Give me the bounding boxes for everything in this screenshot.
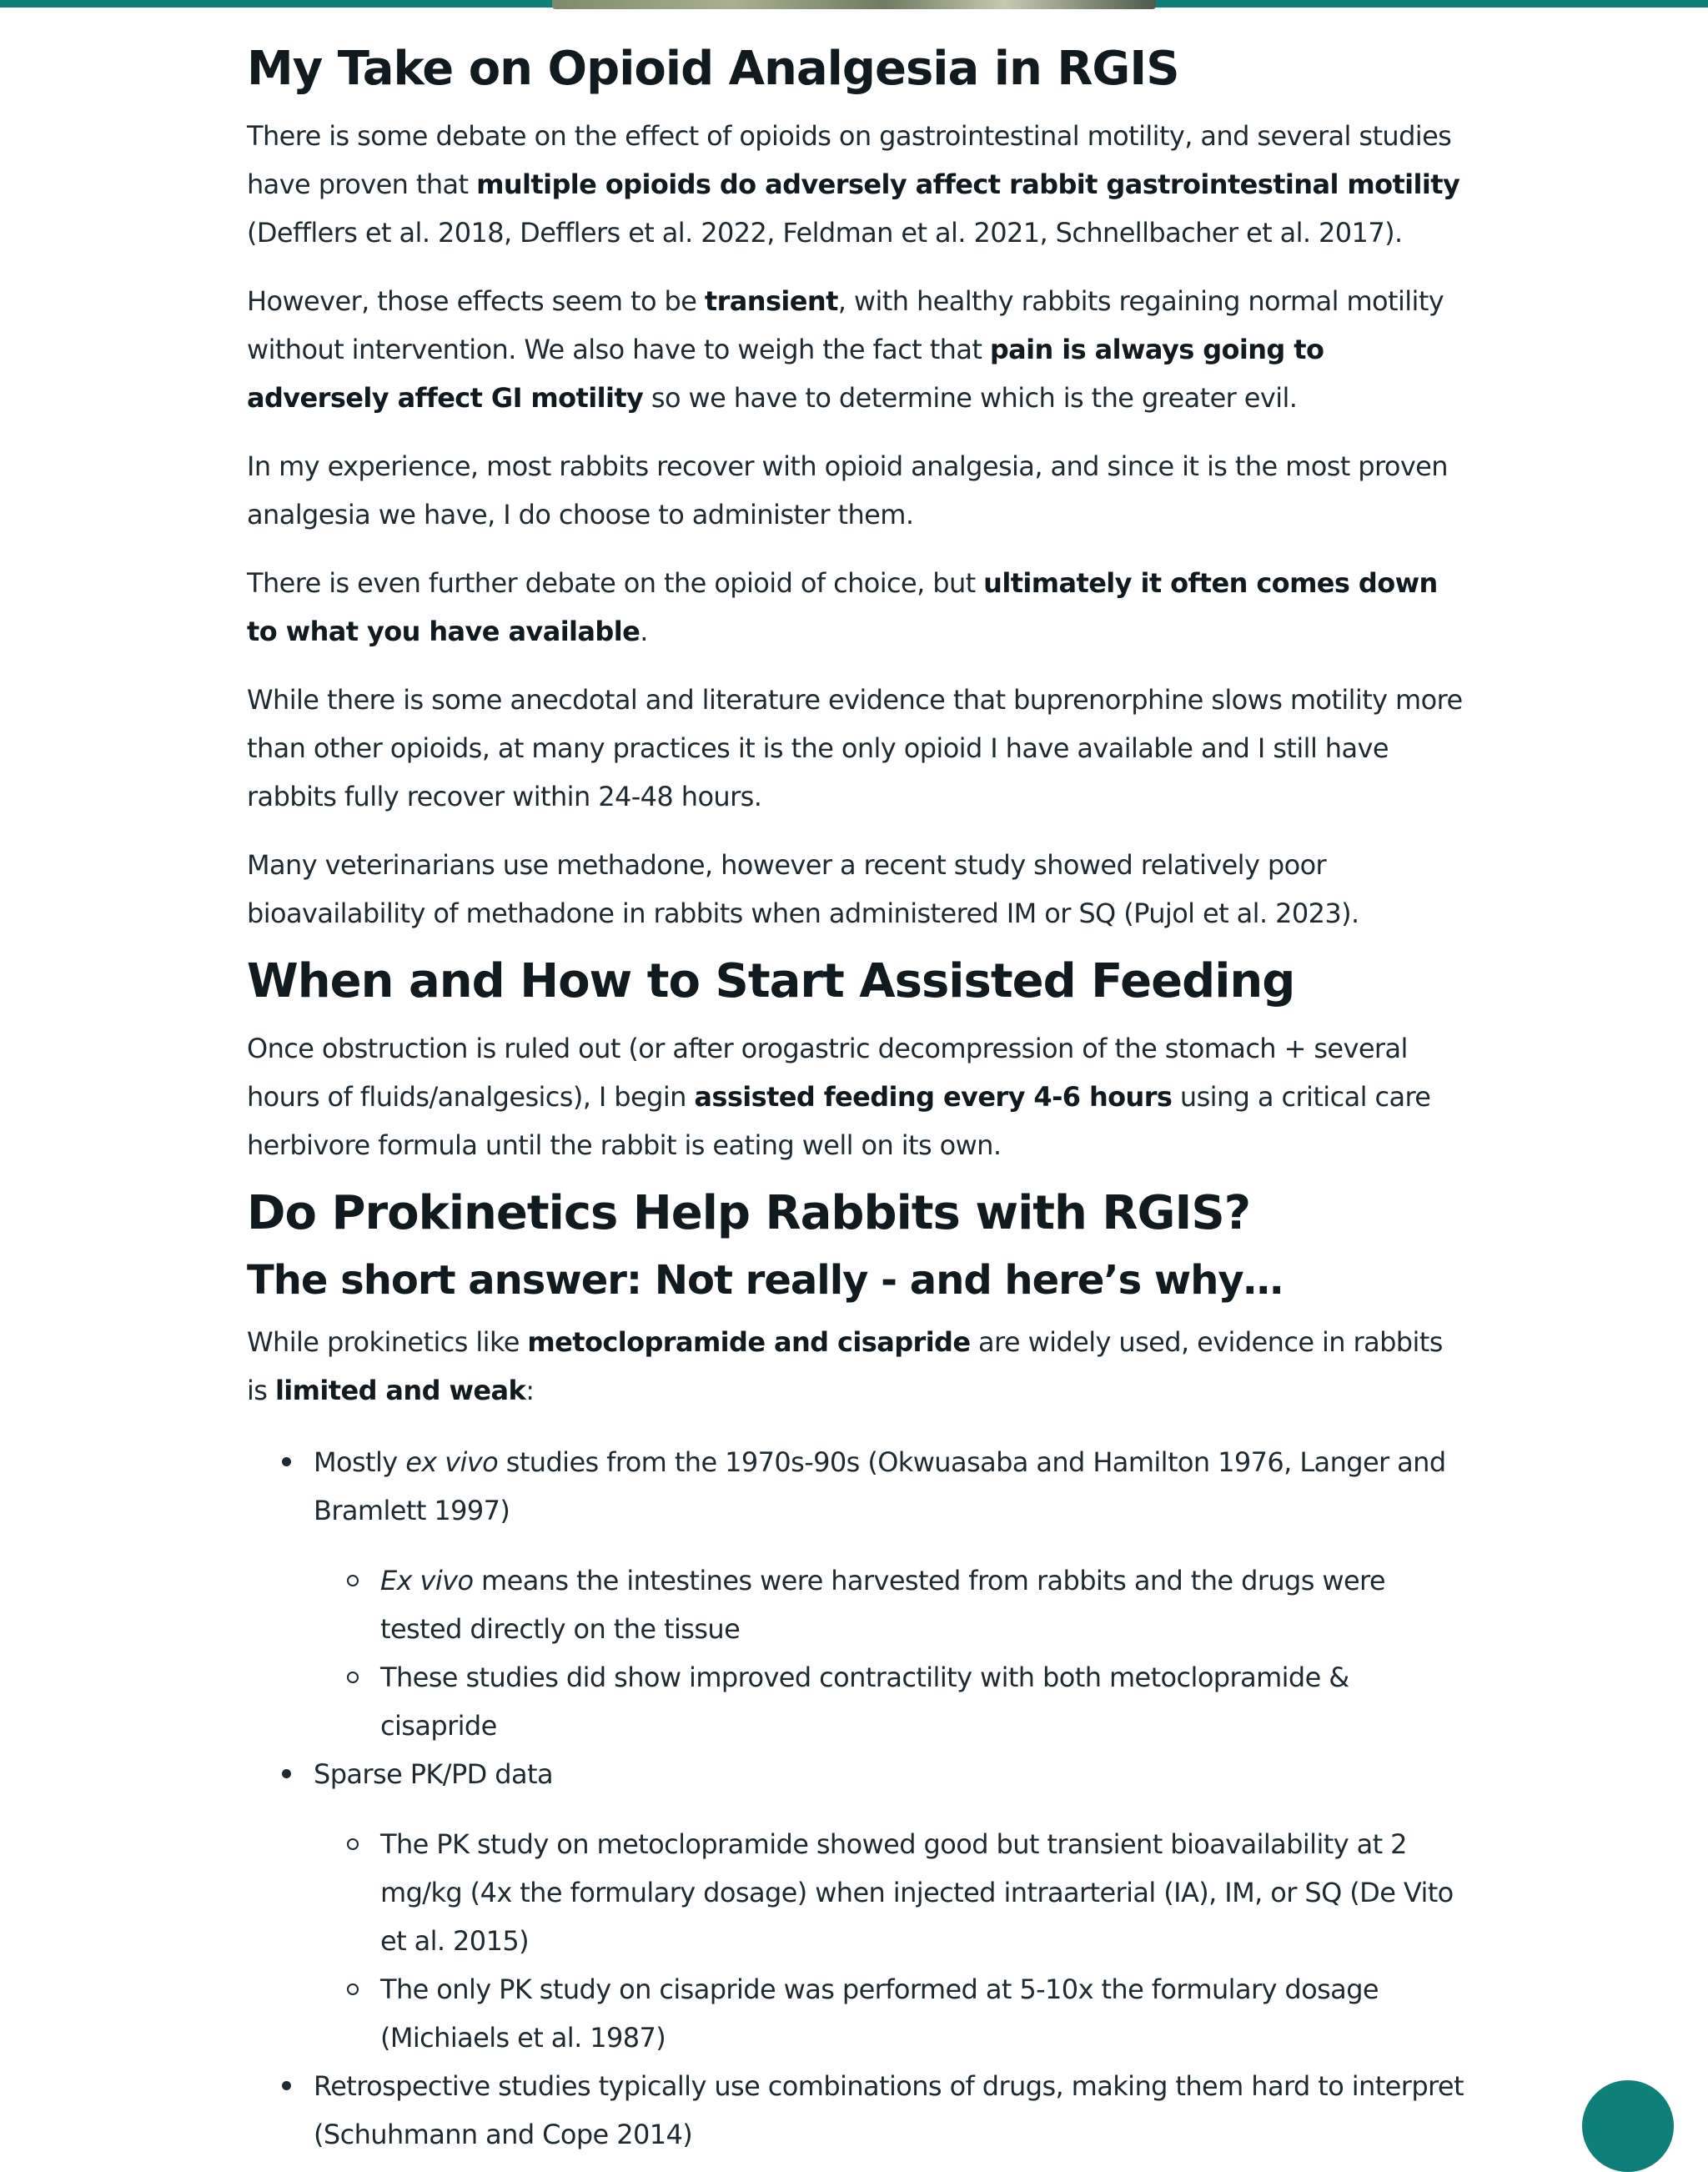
paragraph-opioid-choice: There is even further debate on the opioid of choice, but ultimately it often comes down to what you have available. <box>247 567 1438 647</box>
paragraph-buprenorphine: While there is some anecdotal and literature evidence that buprenorphine slows motility more than other opioids, at many practices it is the only opioid I have available and I still have rabbits fully recover within 24-48 hours. <box>247 684 1463 812</box>
heading-prokinetics: Do Prokinetics Help Rabbits with RGIS? <box>247 1186 1251 1240</box>
sub-list-item: These studies did show improved contractility with both metoclopramide & cisapride <box>314 1653 1464 1750</box>
paragraph-opioid-motility: There is some debate on the effect of opioids on gastrointestinal motility, and several studies have proven that multiple opioids do adversely affect rabbit gastrointestinal motility (Defflers et al. 2018, Defflers et al. 2022, Feldman et al. 2021, Schnellbacher et al. 2017). <box>247 120 1460 249</box>
paragraph-experience: In my experience, most rabbits recover with opioid analgesia, and since it is the most proven analgesia we have, I do choose to administer them. <box>247 450 1448 530</box>
paragraph-methadone: Many veterinarians use methadone, however a recent study showed relatively poor bioavailability of methadone in rabbits when administered IM or SQ (Pujol et al. 2023). <box>247 849 1359 929</box>
list-item: Mostly ex vivo studies from the 1970s-90s (Okwuasaba and Hamilton 1976, Langer and Bramlett 1997) Ex vivo means the intestines were harvested from rabbits and the drugs were tested directly on the tissue These studies did show improved contractility with both metoclopramide & cisapride <box>247 1438 1464 1750</box>
subheading-short-answer: The short answer: Not really - and here’s why… <box>247 1257 1283 1304</box>
sub-list <box>314 1556 1464 1750</box>
floating-action-button[interactable] <box>1582 2080 1674 2172</box>
header-image-edge <box>552 0 1156 9</box>
sub-list <box>314 1820 1464 2062</box>
list-item: Retrospective studies typically use combinations of drugs, making them hard to interpret (Schuhmann and Cope 2014) <box>247 2062 1464 2159</box>
paragraph-prokinetics-evidence: While prokinetics like metoclopramide and cisapride are widely used, evidence in rabbits is limited and weak: <box>247 1326 1443 1406</box>
heading-opioid-analgesia: My Take on Opioid Analgesia in RGIS <box>247 42 1179 96</box>
sub-list-item: The PK study on metoclopramide showed good but transient bioavailability at 2 mg/kg (4x the formulary dosage) when injected intraarterial (IA), IM, or SQ (De Vito et al. 2015) <box>314 1820 1464 1965</box>
paragraph-assisted-feeding: Once obstruction is ruled out (or after orogastric decompression of the stomach + several hours of fluids/analgesics), I begin assisted feeding every 4-6 hours using a critical care herbivore formula until the rabbit is eating well on its own. <box>247 1033 1431 1161</box>
sub-list-item: Ex vivo means the intestines were harvested from rabbits and the drugs were tested directly on the tissue <box>314 1556 1464 1653</box>
article-content <box>247 33 1464 2159</box>
list-item: Sparse PK/PD data The PK study on metoclopramide showed good but transient bioavailability at 2 mg/kg (4x the formulary dosage) when injected intraarterial (IA), IM, or SQ (De Vito et al. 2015) The only PK study on cisapride was performed at 5-10x the formulary dosage (Michiaels et al. 1987) <box>247 1750 1464 2062</box>
heading-assisted-feeding: When and How to Start Assisted Feeding <box>247 954 1295 1008</box>
paragraph-transient-effects: However, those effects seem to be transient, with healthy rabbits regaining normal motility without intervention. We also have to weigh the fact that pain is always going to adversely affect GI motility so we have to determine which is the greater evil. <box>247 285 1444 414</box>
evidence-list <box>247 1438 1464 2159</box>
sub-list-item: The only PK study on cisapride was performed at 5-10x the formulary dosage (Michiaels et al. 1987) <box>314 1965 1464 2062</box>
